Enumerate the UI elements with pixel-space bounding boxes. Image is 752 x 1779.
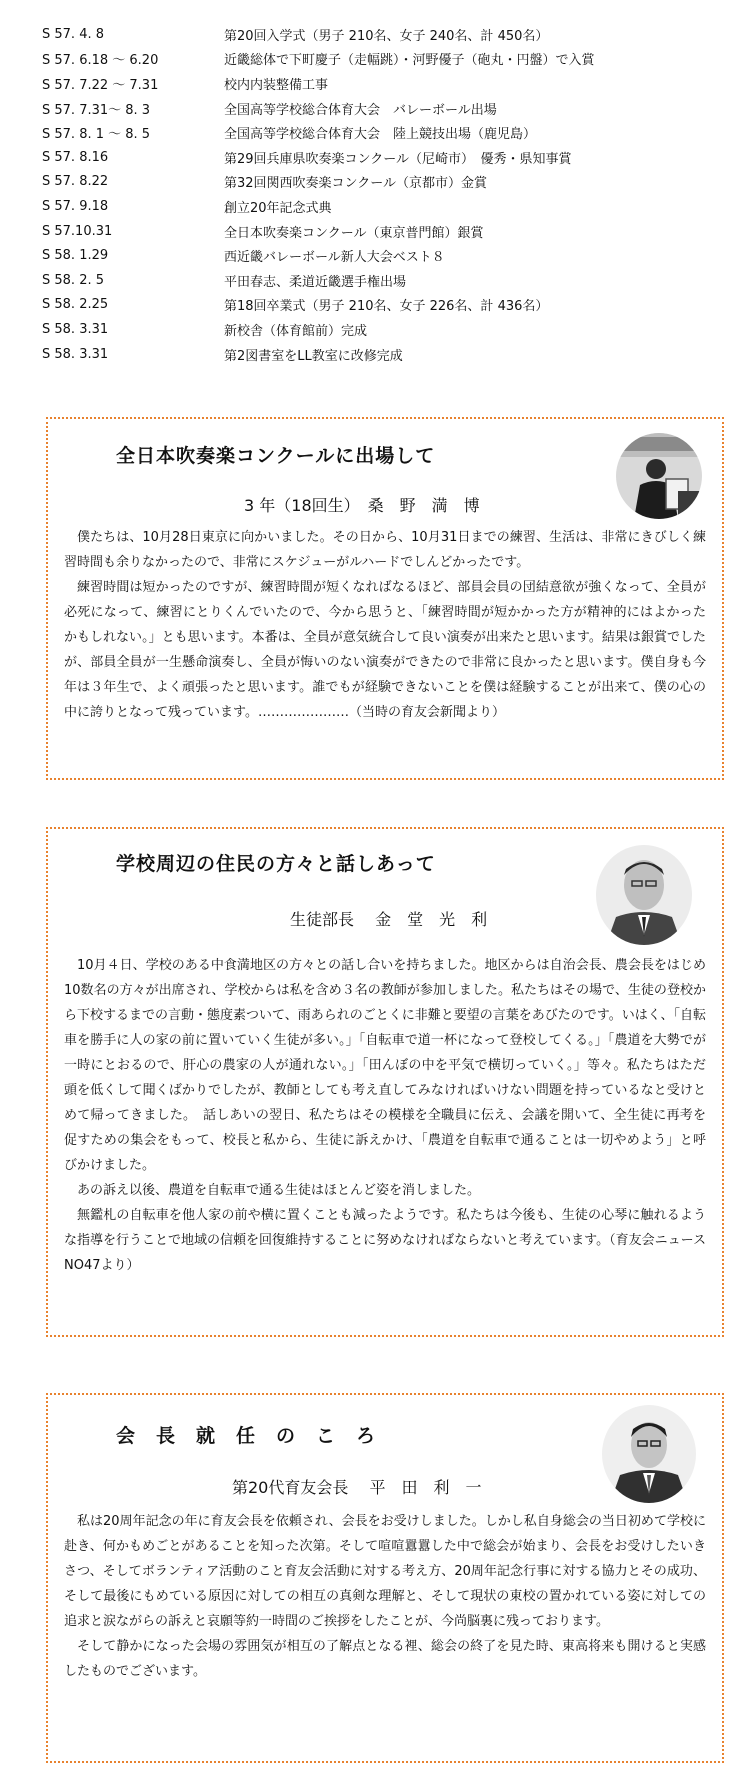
timeline-date: S 57. 8.22 [42,174,109,190]
article-body [64,525,706,725]
timeline-date: S 57. 8.16 [42,149,109,165]
timeline-date: S 57. 9.18 [42,198,109,214]
timeline-date: S 58. 2. 5 [42,272,104,288]
article-title: 会 長 就 任 の こ ろ [116,1425,377,1447]
timeline-row [42,145,732,170]
article-box-president [46,1393,724,1763]
timeline-event: 全日本吹奏楽コンクール（東京普門館）銀賞 [224,225,484,241]
timeline-event: 新校舎（体育館前）完成 [224,323,368,339]
timeline [42,22,732,366]
timeline-row [42,219,732,244]
timeline-row [42,47,732,72]
timeline-event: 全国高等学校総合体育大会 バレーボール出場 [224,102,497,118]
article-title: 全日本吹奏楽コンクールに出場して [116,445,436,467]
timeline-row [42,22,732,47]
timeline-row [42,170,732,195]
timeline-event: 第20回入学式（男子 210名、女子 240名、計 450名） [224,28,549,44]
article-author: 第20代育友会長 平 田 利 一 [232,1478,482,1497]
paragraph: 無鑑札の自転車を他人家の前や横に置くことも減ったようです。私たちは今後も、生徒の心琴に触れるような指導を行うことで地域の信頼を回復維持することに努めなければならないと考えています。（育友会ニュースNO47より） [64,1208,706,1273]
author-photo [596,845,692,945]
timeline-row [42,71,732,96]
timeline-row [42,243,732,268]
timeline-date: S 57. 4. 8 [42,26,104,42]
timeline-event: 校内内装整備工事 [224,77,329,93]
timeline-row [42,96,732,121]
timeline-row [42,342,732,367]
timeline-event: 平田春志、柔道近畿選手権出場 [224,274,407,290]
paragraph: 僕たちは、10月28日東京に向かいました。その日から、10月31日までの練習、生活は、非常にきびしく練習時間も余りなかったので、非常にスケジューがルハードでしんどかったです。 [64,530,706,570]
timeline-event: 第2図書室をLL教室に改修完成 [224,348,403,364]
timeline-date: S 58. 2.25 [42,297,109,313]
paragraph: あの訴え以後、農道を自転車で通る生徒はほとんど姿を消しました。 [77,1183,481,1198]
timeline-date: S 58. 3.31 [42,346,109,362]
article-author: 3 年（18回生） 桑 野 満 博 [244,496,480,515]
timeline-event: 近畿総体で下町慶子（走幅跳）・河野優子（砲丸・円盤）で入賞 [224,53,595,69]
timeline-event: 西近畿バレーボール新人大会ベスト８ [224,250,445,266]
timeline-event: 創立20年記念式典 [224,200,332,216]
author-photo [616,433,702,519]
timeline-date: S 57. 8. 1 ～ 8. 5 [42,127,151,143]
timeline-row [42,120,732,145]
paragraph: 練習時間は短かったのですが、練習時間が短くなればなるほど、部員会員の団結意欲が強くなって、全員が必死になって、練習にとりくんでいたので、今から思うと、「練習時間が短かかった方が精神的にはよかったかもしれない。」とも思います。本番は、全員が意気統合して良い演奏が出来たと思います。結果は銀賞でしたが、部員全員が一生懸命演奏し、全員が悔いのない演奏ができたので非常に良かったと思います。僕自身も今年は３年生で、よく頑張ったと思います。誰でもが経験できないことを僕は経験することが出来て、僕の心の中に誇りとなって残っています。…………………（当時の育友会新聞より） [64,580,706,720]
article-body [64,1509,706,1684]
timeline-date: S 57. 7.22 ～ 7.31 [42,77,159,93]
timeline-row [42,268,732,293]
paragraph: 私は20周年記念の年に育友会長を依頼され、会長をお受けしました。しかし私自身総会の当日初めて学校に赴き、何かもめごとがあることを知った次第。そして喧喧囂囂した中で総会が始まり、会長をお受けしたいきさつ、そしてボランティア活動のこと育友会活動に対する考え方、20周年記念行事に対する協力とその成功、そして最後にもめている原因に対しての相互の真剣な理解と、そして現状の東校の置かれている姿に対しての追求と涙ながらの訴えと哀願等約一時間のご挨拶をしたことが、今尚脳裏に残っております。 [64,1514,706,1629]
timeline-date: S 58. 3.31 [42,321,109,337]
timeline-event: 第29回兵庫県吹奏楽コンクール（尼崎市） 優秀・県知事賞 [224,151,572,167]
timeline-event: 第18回卒業式（男子 210名、女子 226名、計 436名） [224,299,549,315]
timeline-date: S 57.10.31 [42,223,113,239]
article-body [64,953,706,1278]
timeline-row [42,194,732,219]
timeline-date: S 58. 1.29 [42,248,109,264]
article-box-band [46,417,724,780]
timeline-date: S 57. 7.31～ 8. 3 [42,102,151,118]
article-title: 学校周辺の住民の方々と話しあって [116,853,436,875]
paragraph: そして静かになった会場の雰囲気が相互の了解点となる裡、総会の終了を見た時、東高将来も開けると実感したものでございます。 [64,1639,706,1679]
author-photo [602,1405,696,1503]
timeline-row [42,317,732,342]
article-box-neighbors [46,827,724,1337]
timeline-row [42,293,732,318]
timeline-event: 第32回関西吹奏楽コンクール（京都市）金賞 [224,176,488,192]
timeline-event: 全国高等学校総合体育大会 陸上競技出場（鹿児島） [224,127,537,143]
timeline-date: S 57. 6.18 ～ 6.20 [42,53,159,69]
article-author: 生徒部長 金 堂 光 利 [290,910,488,929]
paragraph: 10月４日、学校のある中食満地区の方々との話し合いを持ちました。地区からは自治会長、農会長をはじめ10数名の方々が出席され、学校からは私を含め３名の教師が参加しました。私たちはその場で、生徒の登校から下校するまでの言動・態度素ついて、雨あられのごとくに非難と要望の言葉をあびたのです。いはく、「自転車を勝手に人の家の前に置いていく生徒が多い。」「自転車で道一杯になって登校してくる。」「農道を大勢でが一時にとおるので、肝心の農家の人が通れない。」「田んぼの中を平気で横切っていく。」等々。私たちはただ頭を低くして聞くばかりでしたが、教師としても考え直してみなければいけない問題を持っているなと受けとめて帰ってきました。 話しあいの翌日、私たちはその模様を全職員に伝え、会議を開いて、全生徒に再考を促すための集会をもって、校長と私から、生徒に訴えかけ、「農道を自転車で通ることは一切やめよう」と呼びかけました。 [64,958,706,1173]
